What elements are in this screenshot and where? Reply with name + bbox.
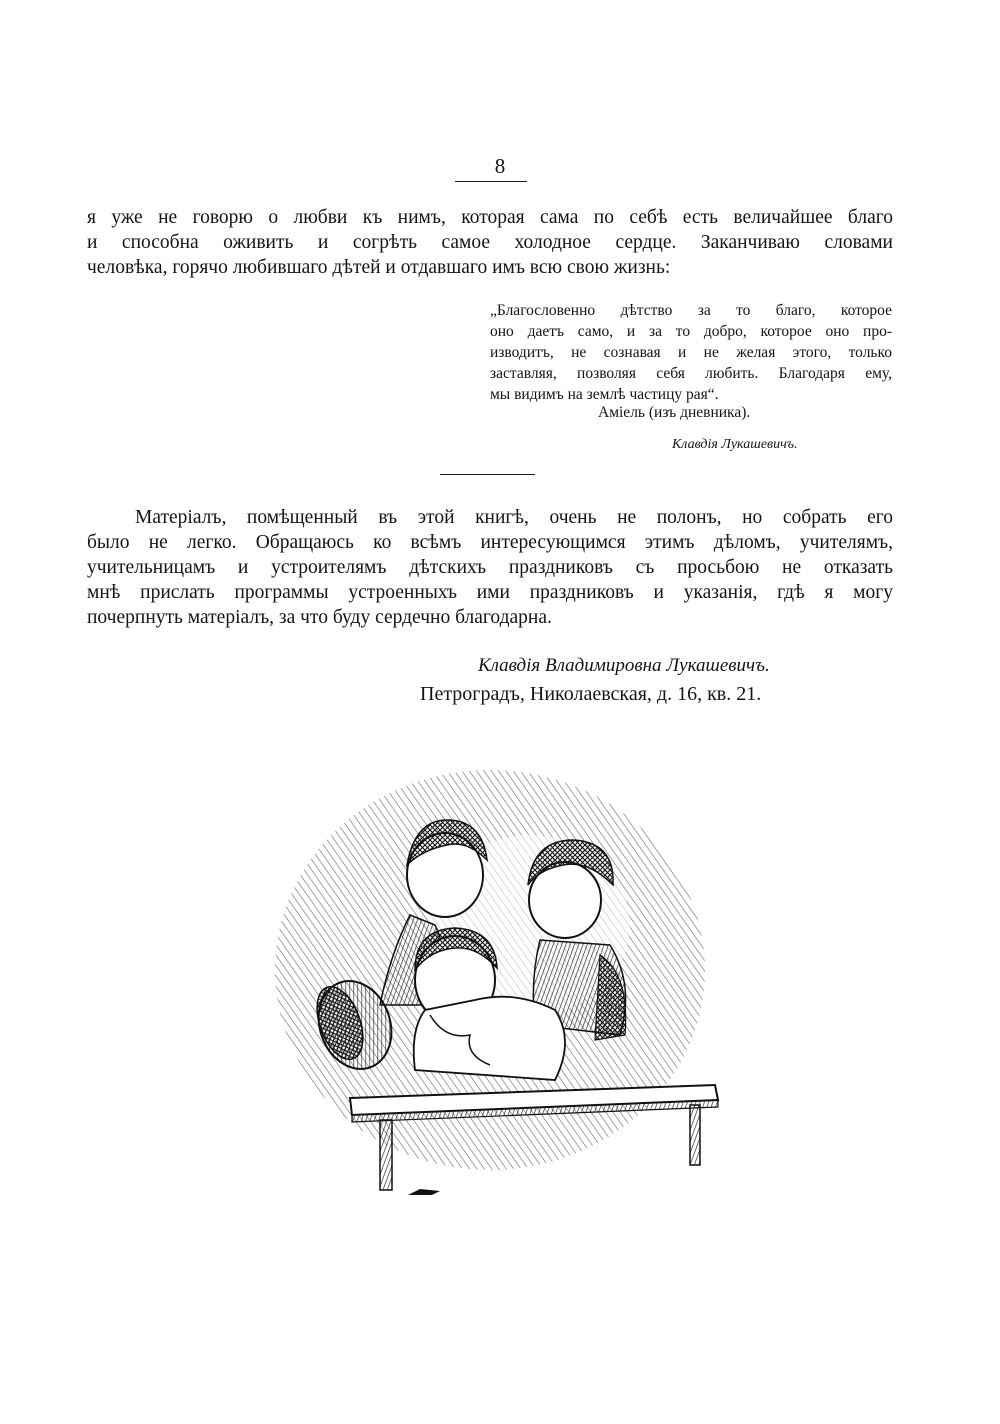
- intro-line: я уже не говорю о любви къ нимъ, которая сама по себѣ есть величайшее благо: [87, 207, 893, 228]
- quote-line: мы видимъ на землѣ частицу рая“.: [490, 386, 719, 403]
- page-number: 8: [494, 154, 506, 178]
- quote-attribution: Аміель (изъ дневника).: [598, 404, 751, 421]
- engraving-three-children-at-table-icon: [260, 755, 720, 1215]
- author-address: Петроградъ, Николаевская, д. 16, кв. 21.: [420, 683, 762, 705]
- request-line: почерпнуть матеріалъ, за что буду сердечно благодарна.: [87, 607, 552, 628]
- quote-line: заставляя, позволяя себя любить. Благодаря ему,: [490, 365, 892, 382]
- quote-signature: Клавдія Лукашевичъ.: [672, 437, 798, 452]
- quote-line: оно даетъ само, и за то добро, которое оно про-: [490, 323, 892, 340]
- request-paragraph: [87, 505, 893, 630]
- request-line: Матеріалъ, помѣщенный въ этой книгѣ, очень не полонъ, но собрать его: [135, 507, 893, 528]
- request-line: учительницамъ и устроителямъ дѣтскихъ праздниковъ съ просьбою не отказать: [87, 557, 893, 578]
- page-number-rule: [455, 181, 527, 182]
- quote-line: изводитъ, не сознавая и не желая этого, только: [490, 344, 892, 361]
- section-divider: [440, 474, 535, 475]
- intro-line: и способна оживить и согрѣть самое холодное сердце. Заканчиваю словами: [87, 232, 893, 253]
- intro-paragraph: [87, 205, 893, 280]
- author-signature: Клавдія Владимировна Лукашевичъ.: [478, 655, 770, 676]
- amiel-quote: [490, 300, 892, 405]
- intro-line: человѣка, горячо любившаго дѣтей и отдавшаго имъ всю свою жизнь:: [87, 257, 671, 278]
- quote-line: „Благословенно дѣтство за то благо, которое: [490, 302, 892, 319]
- request-line: было не легко. Обращаюсь ко всѣмъ интересующимся этимъ дѣломъ, учителямъ,: [87, 532, 893, 553]
- request-line: мнѣ прислать программы устроенныхъ ими праздниковъ и указанія, гдѣ я могу: [87, 582, 893, 603]
